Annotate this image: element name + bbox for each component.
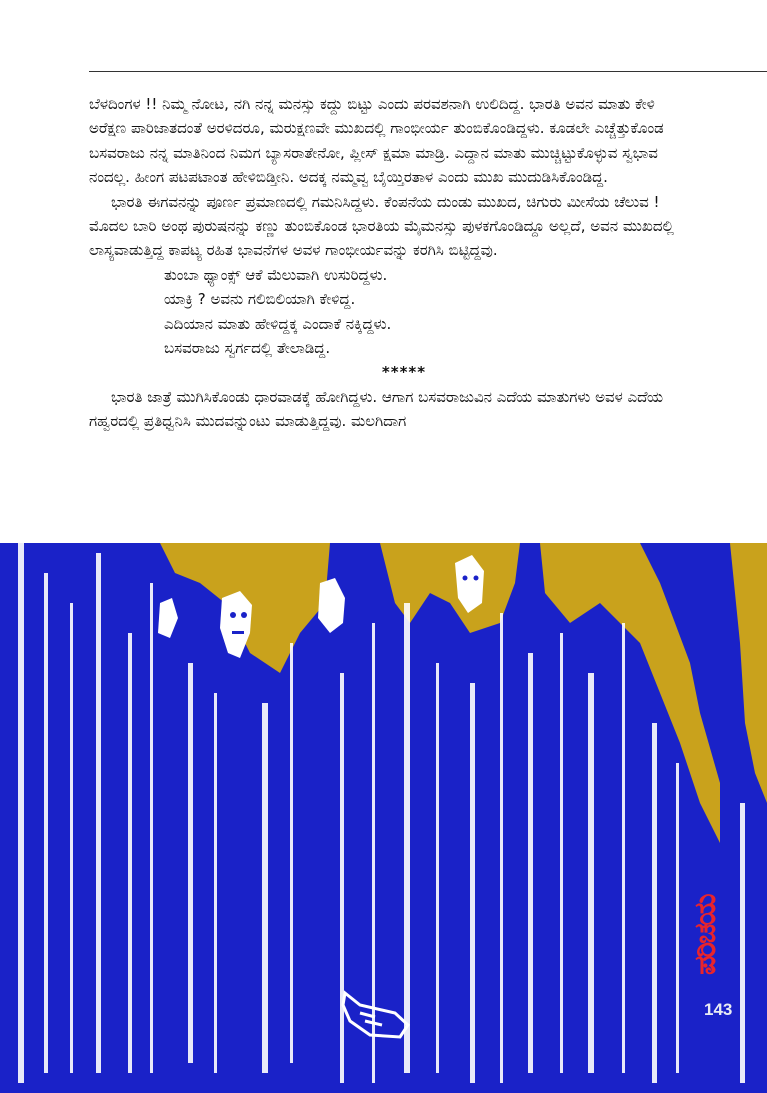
top-rule bbox=[89, 71, 767, 72]
section-separator: ***** bbox=[381, 363, 427, 382]
page-number: 143 bbox=[704, 1000, 733, 1019]
dialog-line-4: ಬಸವರಾಜು ಸ್ವರ್ಗದಲ್ಲಿ ತೇಲಾಡಿದ್ದ. bbox=[164, 339, 331, 358]
dialog-line-1: ತುಂಬಾ ಥ್ಯಾಂಕ್ಸ್ ಆಕೆ ಮೆಲುವಾಗಿ ಉಸುರಿದ್ದಳು. bbox=[164, 265, 388, 284]
dialog-line-2: ಯಾಕ್ರಿ ? ಅವನು ಗಲಿಬಿಲಿಯಾಗಿ ಕೇಳಿದ್ದ. bbox=[164, 290, 356, 309]
magazine-logo: ಪರಿಚಯ bbox=[688, 895, 723, 975]
paragraph-2: ಭಾರತಿ ಈಗವನನ್ನು ಪೂರ್ಣ ಪ್ರಮಾಣದಲ್ಲಿ ಗಮನಿಸಿದ್ದಳು. ಕೆಂಪನೆಯ ದುಂಡು ಮುಖದ, ಚಿಗುರು ಮೀಸೆಯ ಚೆಲುವ ! ಮೊದಲ ಬಾರಿ ಅಂಥ ಪುರುಷನನ್ನು ಕಣ್ಣು ತುಂಬಿಕೊಂಡ ಭಾರತಿಯ ಮೈಮನಸ್ಸು ಪುಳಕಗೊಂಡಿದ್ದೂ ಅಲ್ಲದೆ, ಅವನ ಮುಖದಲ್ಲಿ ಲಾಸ್ಯವಾಡುತ್ತಿದ್ದ ಕಾಪಟ್ಯ ರಹಿತ ಭಾವನೆಗಳ ಅವಳ ಗಾಂಭೀರ್ಯವನ್ನು ಕರಗಿಸಿ ಬಿಟ್ಟಿದ್ದವು. bbox=[89, 192, 674, 260]
illustration bbox=[0, 543, 767, 1093]
paragraph-1: ಬೆಳದಿಂಗಳ !! ನಿಮ್ಮ ನೋಟ, ನಗಿ ನನ್ನ ಮನಸ್ಸು ಕದ್ದು ಬಿಟ್ಟು ಎಂದು ಪರವಶನಾಗಿ ಉಲಿದಿದ್ದ. ಭಾರತಿ ಅವನ ಮಾತು ಕೇಳಿ ಅರೆಕ್ಷಣ ಪಾರಿಜಾತದಂತೆ ಅರಳಿದರೂ, ಮರುಕ್ಷಣವೇ ಮುಖದಲ್ಲಿ ಗಾಂಭೀರ್ಯ ತುಂಬಿಕೊಂಡಿದ್ದಳು. ಕೂಡಲೇ ಎಚ್ಚೆತ್ತುಕೊಂಡ ಬಸವರಾಜು ನನ್ನ ಮಾತಿನಿಂದ ನಿಮಗ ಬ್ಯಾಸರಾತೇನೋ, ಪ್ಲೀಸ್ ಕ್ಷಮಾ ಮಾಡ್ರಿ. ಎದ್ದಾನ ಮಾತು ಮುಚ್ಚಿಟ್ಟುಕೊಳ್ಳುವ ಸ್ವಭಾವ ನಂದಲ್ಲ. ಹೀಂಗ ಪಟಪಟಾಂತ ಹೇಳಿಬಿಡ್ತೀನಿ. ಅದಕ್ಕ ನಮ್ಮವ್ವ ಬೈಯ್ತಿರತಾಳ ಎಂದು ಮುಖ ಮುದುಡಿಸಿಕೊಂಡಿದ್ದ. bbox=[89, 95, 664, 187]
article-body bbox=[89, 92, 689, 434]
paragraph-3: ಭಾರತಿ ಜಾತ್ರೆ ಮುಗಿಸಿಕೊಂಡು ಧಾರವಾಡಕ್ಕೆ ಹೋಗಿದ್ದಳು. ಆಗಾಗ ಬಸವರಾಜುವಿನ ಎದೆಯ ಮಾತುಗಳು ಅವಳ ಎದೆಯ ಗಹ್ವರದಲ್ಲಿ ಪ್ರತಿಧ್ವನಿಸಿ ಮುದವನ್ನುಂಟು ಮಾಡುತ್ತಿದ್ದವು. ಮಲಗಿದಾಗ bbox=[89, 387, 664, 431]
illustration-artwork bbox=[0, 543, 767, 1093]
dialog-line-3: ಎದಿಯಾನ ಮಾತು ಹೇಳಿದ್ದಕ್ಕ ಎಂದಾಕೆ ನಕ್ಕಿದ್ದಳು. bbox=[164, 314, 392, 333]
